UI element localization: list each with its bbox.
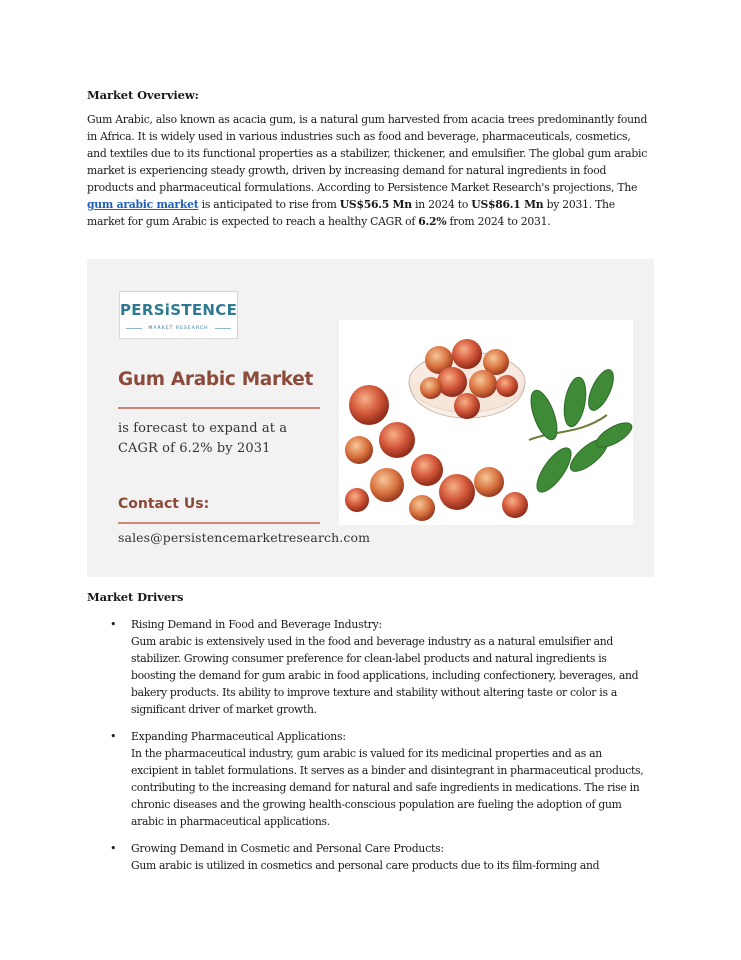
gum-arabic-market-link[interactable]: gum arabic market [87,198,199,211]
logo-rule-right [215,328,231,329]
persistence-logo [119,291,238,339]
market-overview-paragraph [87,111,653,230]
banner-title-rule [118,407,320,409]
value-2031: US$86.1 Mn [471,198,544,211]
driver-title: Growing Demand in Cosmetic and Personal Care Products: [131,842,444,855]
driver-body: In the pharmaceutical industry, gum arabic is valued for its medicinal properties and as an excipient in tablet formulations. It serves as a binder and disintegrant in pharmaceutical products, contributing to the increasing demand for natural and safe ingredients in medications. The rise in chronic diseases and the growing health-conscious population are fueling the adoption of gum arabic in pharmaceutical applications. [131,747,644,828]
contact-label: Contact Us: [118,496,210,512]
market-drivers-heading: Market Drivers [87,590,184,604]
cagr-value: 6.2% [418,215,447,228]
driver-body: Gum arabic is utilized in cosmetics and personal care products due to its film-forming and [131,859,600,872]
contact-email: sales@persistencemarketresearch.com [118,530,371,545]
banner-forecast-text [118,419,318,459]
driver-title: Expanding Pharmaceutical Applications: [131,730,346,743]
contact-rule [118,522,320,524]
forecast-line-1: is forecast to expand at a [118,421,288,436]
bullet-icon: • [110,730,117,743]
overview-text-5: from 2024 to 2031. [446,215,551,228]
driver-title: Rising Demand in Food and Beverage Industry: [131,618,382,631]
banner-title: Gum Arabic Market [118,369,314,390]
forecast-line-2: CAGR of 6.2% by 2031 [118,441,271,456]
overview-text-1: Gum Arabic, also known as acacia gum, is a natural gum harvested from acacia trees predominantly found in Africa. It is widely used in various industries such as food and beverage, pharmaceuticals, cosmetics, and textiles due to its functional properties as a stabilizer, thickener, and emulsifier. The global gum arabic market is experiencing steady growth, driven by increasing demand for natural ingredients in food products and pharmaceutical formulations. According to Persistence Market Research's projections, The [87,113,648,194]
driver-body: Gum arabic is extensively used in the food and beverage industry as a natural emulsifier and stabilizer. Growing consumer preference for clean-label products and natural ingredients is boosting the demand for gum arabic in food applications, including confectionery, beverages, and bakery products. Its ability to improve texture and stability without altering taste or color is a significant driver of market growth. [131,635,639,716]
overview-text-2: is anticipated to rise from [198,198,340,211]
logo-wordmark: PERSiSTENCE [120,301,238,319]
overview-text-3: in 2024 to [411,198,472,211]
market-banner-image [87,259,654,577]
value-2024: US$56.5 Mn [339,198,412,211]
bullet-icon: • [110,842,117,855]
gum-arabic-photo [339,320,633,525]
market-overview-heading: Market Overview: [87,88,199,102]
logo-tagline: MARKET RESEARCH [148,326,209,331]
bullet-icon: • [110,618,117,631]
overview-text-4: by 2031. The market for gum Arabic is expected to reach a healthy CAGR of [87,198,615,228]
